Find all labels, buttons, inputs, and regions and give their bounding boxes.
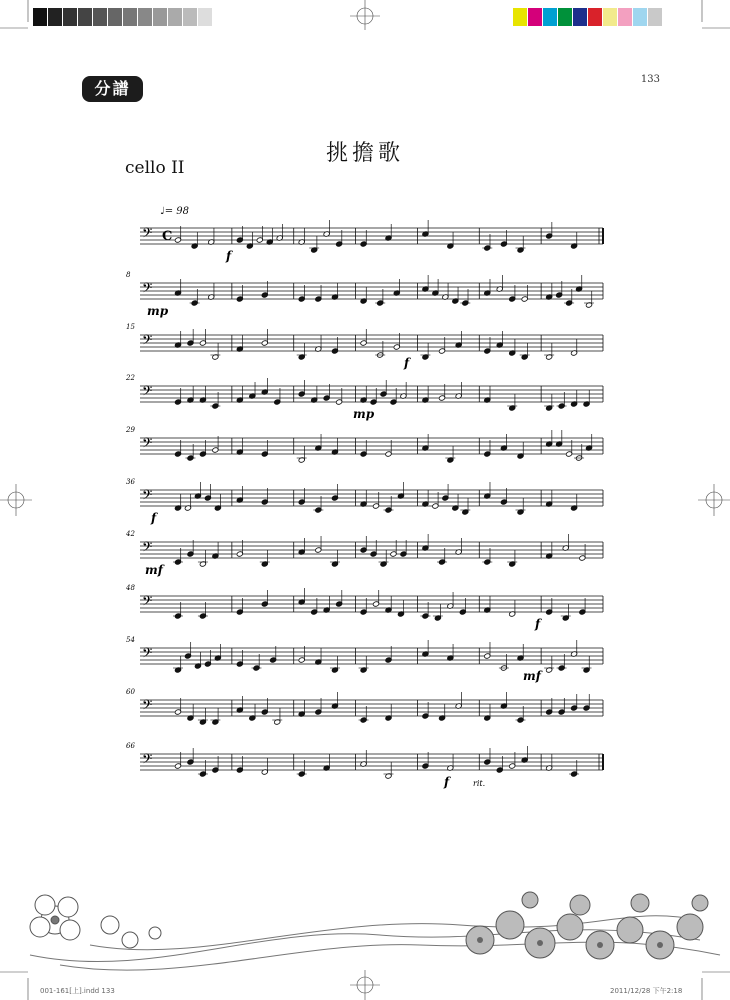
dynamic-marking: f — [444, 775, 450, 789]
bass-clef-icon: 𝄢 — [142, 487, 153, 506]
bass-clef-icon: 𝄢 — [142, 751, 153, 770]
measure-number: 66 — [126, 742, 135, 750]
dynamic-marking: f — [404, 356, 410, 370]
quarter-note-icon: ♩ — [160, 206, 165, 217]
bass-clef-icon: 𝄢 — [142, 383, 153, 402]
score-title: 挑擔歌 — [325, 141, 404, 166]
dynamic-marking: mp — [353, 407, 375, 421]
dynamic-marking: mf — [145, 563, 163, 577]
dynamic-marking: mp — [147, 304, 169, 318]
measure-number: 36 — [126, 478, 135, 486]
measure-number: 60 — [126, 688, 135, 696]
staff-system — [125, 374, 603, 421]
file-slug: 001-161[上].indd 133 — [40, 987, 115, 995]
bass-clef-icon: 𝄢 — [142, 593, 153, 612]
dynamic-marking: mf — [523, 669, 541, 683]
part-name: cello II — [125, 158, 185, 178]
measure-number: 29 — [126, 426, 135, 434]
bass-clef-icon: 𝄢 — [142, 332, 153, 351]
floral-footer-decoration — [0, 885, 730, 985]
print-timestamp: 2011/12/28 下午2:18 — [610, 987, 683, 995]
measure-number: 8 — [126, 271, 131, 279]
dynamic-marking: f — [535, 617, 541, 631]
measure-number: 22 — [126, 374, 135, 382]
staff-system — [126, 323, 603, 370]
staff-system — [126, 636, 603, 683]
page-number: 133 — [640, 74, 660, 85]
bass-clef-icon: 𝄢 — [142, 539, 153, 558]
measure-number: 42 — [126, 530, 135, 538]
flower-cluster-right — [466, 892, 708, 959]
time-signature: C — [162, 229, 173, 244]
staff-system — [126, 742, 603, 789]
staff-system — [126, 688, 603, 725]
flower-cluster-left — [30, 895, 161, 948]
dynamic-marking: f — [151, 511, 157, 525]
staff-system — [126, 478, 603, 525]
bass-clef-icon: 𝄢 — [142, 435, 153, 454]
staff-system — [125, 584, 603, 631]
tempo-value: = 98 — [164, 206, 190, 217]
bass-clef-icon: 𝄢 — [142, 645, 153, 664]
bass-clef-icon: 𝄢 — [142, 697, 153, 716]
staff-system — [140, 220, 603, 263]
dynamic-marking: f — [226, 249, 232, 263]
bass-clef-icon: 𝄢 — [142, 280, 153, 299]
staff-system — [125, 530, 603, 577]
bass-clef-icon: 𝄢 — [142, 225, 153, 244]
staff-system — [125, 426, 603, 463]
dynamic-marking: rit. — [473, 779, 486, 788]
section-tag: 分譜 — [82, 76, 143, 102]
measure-number: 48 — [126, 584, 135, 592]
staff-system — [126, 271, 603, 318]
measure-number: 54 — [126, 636, 135, 644]
measure-number: 15 — [126, 323, 135, 331]
